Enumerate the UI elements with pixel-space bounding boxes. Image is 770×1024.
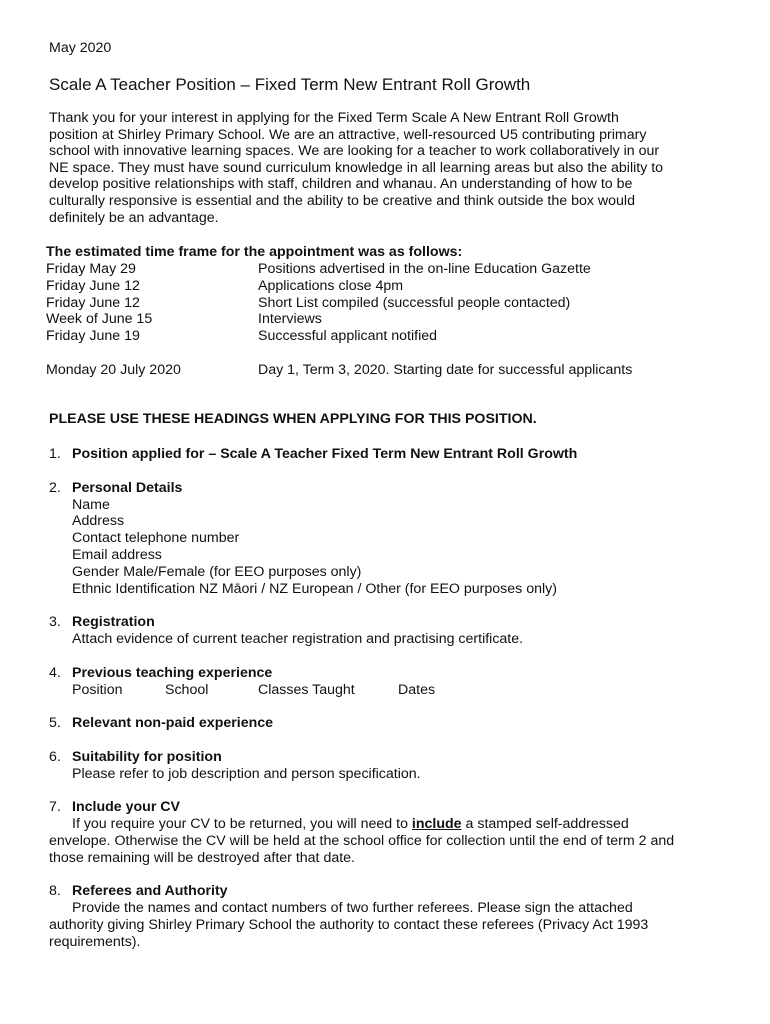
item-number: 2. [49,480,61,496]
item-detail-line: Attach evidence of current teacher registration and practising certificate. [72,631,524,647]
column-label: Classes Taught [258,682,355,698]
timeframe-date: Week of June 15 [46,311,153,327]
item-number: 1. [49,446,61,462]
intro-line: culturally responsive is essential and the ability to be creative and think outside the box would [49,192,635,209]
item-number: 5. [49,715,61,731]
item-number: 7. [49,799,61,815]
item-detail-line: Email address [72,547,162,563]
item-heading: Relevant non-paid experience [72,715,274,731]
intro-line: position at Shirley Primary School. We are an attractive, well-resourced U5 contributing primary [49,126,647,143]
item-detail-line: envelope. Otherwise the CV will be held at the school office for collection until the end of term 2 and [49,833,675,849]
intro-paragraph [49,110,663,226]
timeframe-event: Interviews [258,311,322,327]
applying-headings-instruction: PLEASE USE THESE HEADINGS WHEN APPLYING FOR THIS POSITION. [49,411,537,427]
item-detail-line: Gender Male/Female (for EEO purposes only) [72,564,362,580]
item-number: 6. [49,749,61,765]
intro-line: school with innovative learning spaces. We are looking for a teacher to work collaboratively in our [49,143,660,160]
timeframe-date: Monday 20 July 2020 [46,362,181,378]
item-detail-line: Provide the names and contact numbers of two further referees. Please sign the attached [72,900,633,916]
item-heading: Personal Details [72,480,183,496]
item-detail-line: requirements). [49,934,141,950]
cv-text-end: a stamped self-addressed [461,816,629,832]
item-detail-line: Contact telephone number [72,530,240,546]
item-heading: Referees and Authority [72,883,228,899]
item-heading: Registration [72,614,155,630]
item-number: 8. [49,883,61,899]
timeframe-event: Applications close 4pm [258,278,404,294]
item-detail-line: Please refer to job description and person specification. [72,766,421,782]
timeframe-date: Friday May 29 [46,261,136,277]
include-emphasis: include [411,816,462,832]
item-heading: Position applied for – Scale A Teacher Fixed Term New Entrant Roll Growth [72,446,578,462]
item-heading: Suitability for position [72,749,222,765]
intro-line: definitely be an advantage. [49,209,219,226]
timeframe-date: Friday June 12 [46,278,140,294]
intro-line: NE space. They must have sound curriculum knowledge in all learning areas but also the ability to [49,159,664,176]
timeframe-date: Friday June 19 [46,328,140,344]
intro-line: develop positive relationships with staff, children and whanau. An understanding of how to be [49,176,633,193]
timeframe-heading: The estimated time frame for the appointment was as follows: [46,244,463,260]
item-detail-line: Ethnic Identification NZ Māori / NZ European / Other (for EEO purposes only) [72,581,557,597]
column-label: Position [72,682,123,698]
intro-line: Thank you for your interest in applying for the Fixed Term Scale A New Entrant Roll Growth [49,110,619,126]
document-date: May 2020 [49,40,112,56]
timeframe-event: Successful applicant notified [258,328,438,344]
item-detail-line: authority giving Shirley Primary School the authority to contact these referees (Privacy Act 1993 [49,917,649,933]
item-detail-line: those remaining will be destroyed after that date. [49,850,355,866]
timeframe-date: Friday June 12 [46,295,140,311]
timeframe-event: Short List compiled (successful people contacted) [258,295,571,311]
column-label: Dates [398,682,436,698]
column-label: School [165,682,209,698]
item-number: 3. [49,614,61,630]
timeframe-event: Day 1, Term 3, 2020. Starting date for successful applicants [258,362,633,378]
item-heading: Previous teaching experience [72,665,273,681]
cv-text-start: If you require your CV to be returned, you will need to [72,816,412,832]
item-detail-line: Address [72,513,125,529]
item-heading: Include your CV [72,799,180,815]
item-detail-line [72,816,629,833]
item-number: 4. [49,665,61,681]
document-title: Scale A Teacher Position – Fixed Term New Entrant Roll Growth [49,75,531,94]
item-detail-line: Name [72,497,110,513]
timeframe-event: Positions advertised in the on-line Education Gazette [258,261,591,277]
